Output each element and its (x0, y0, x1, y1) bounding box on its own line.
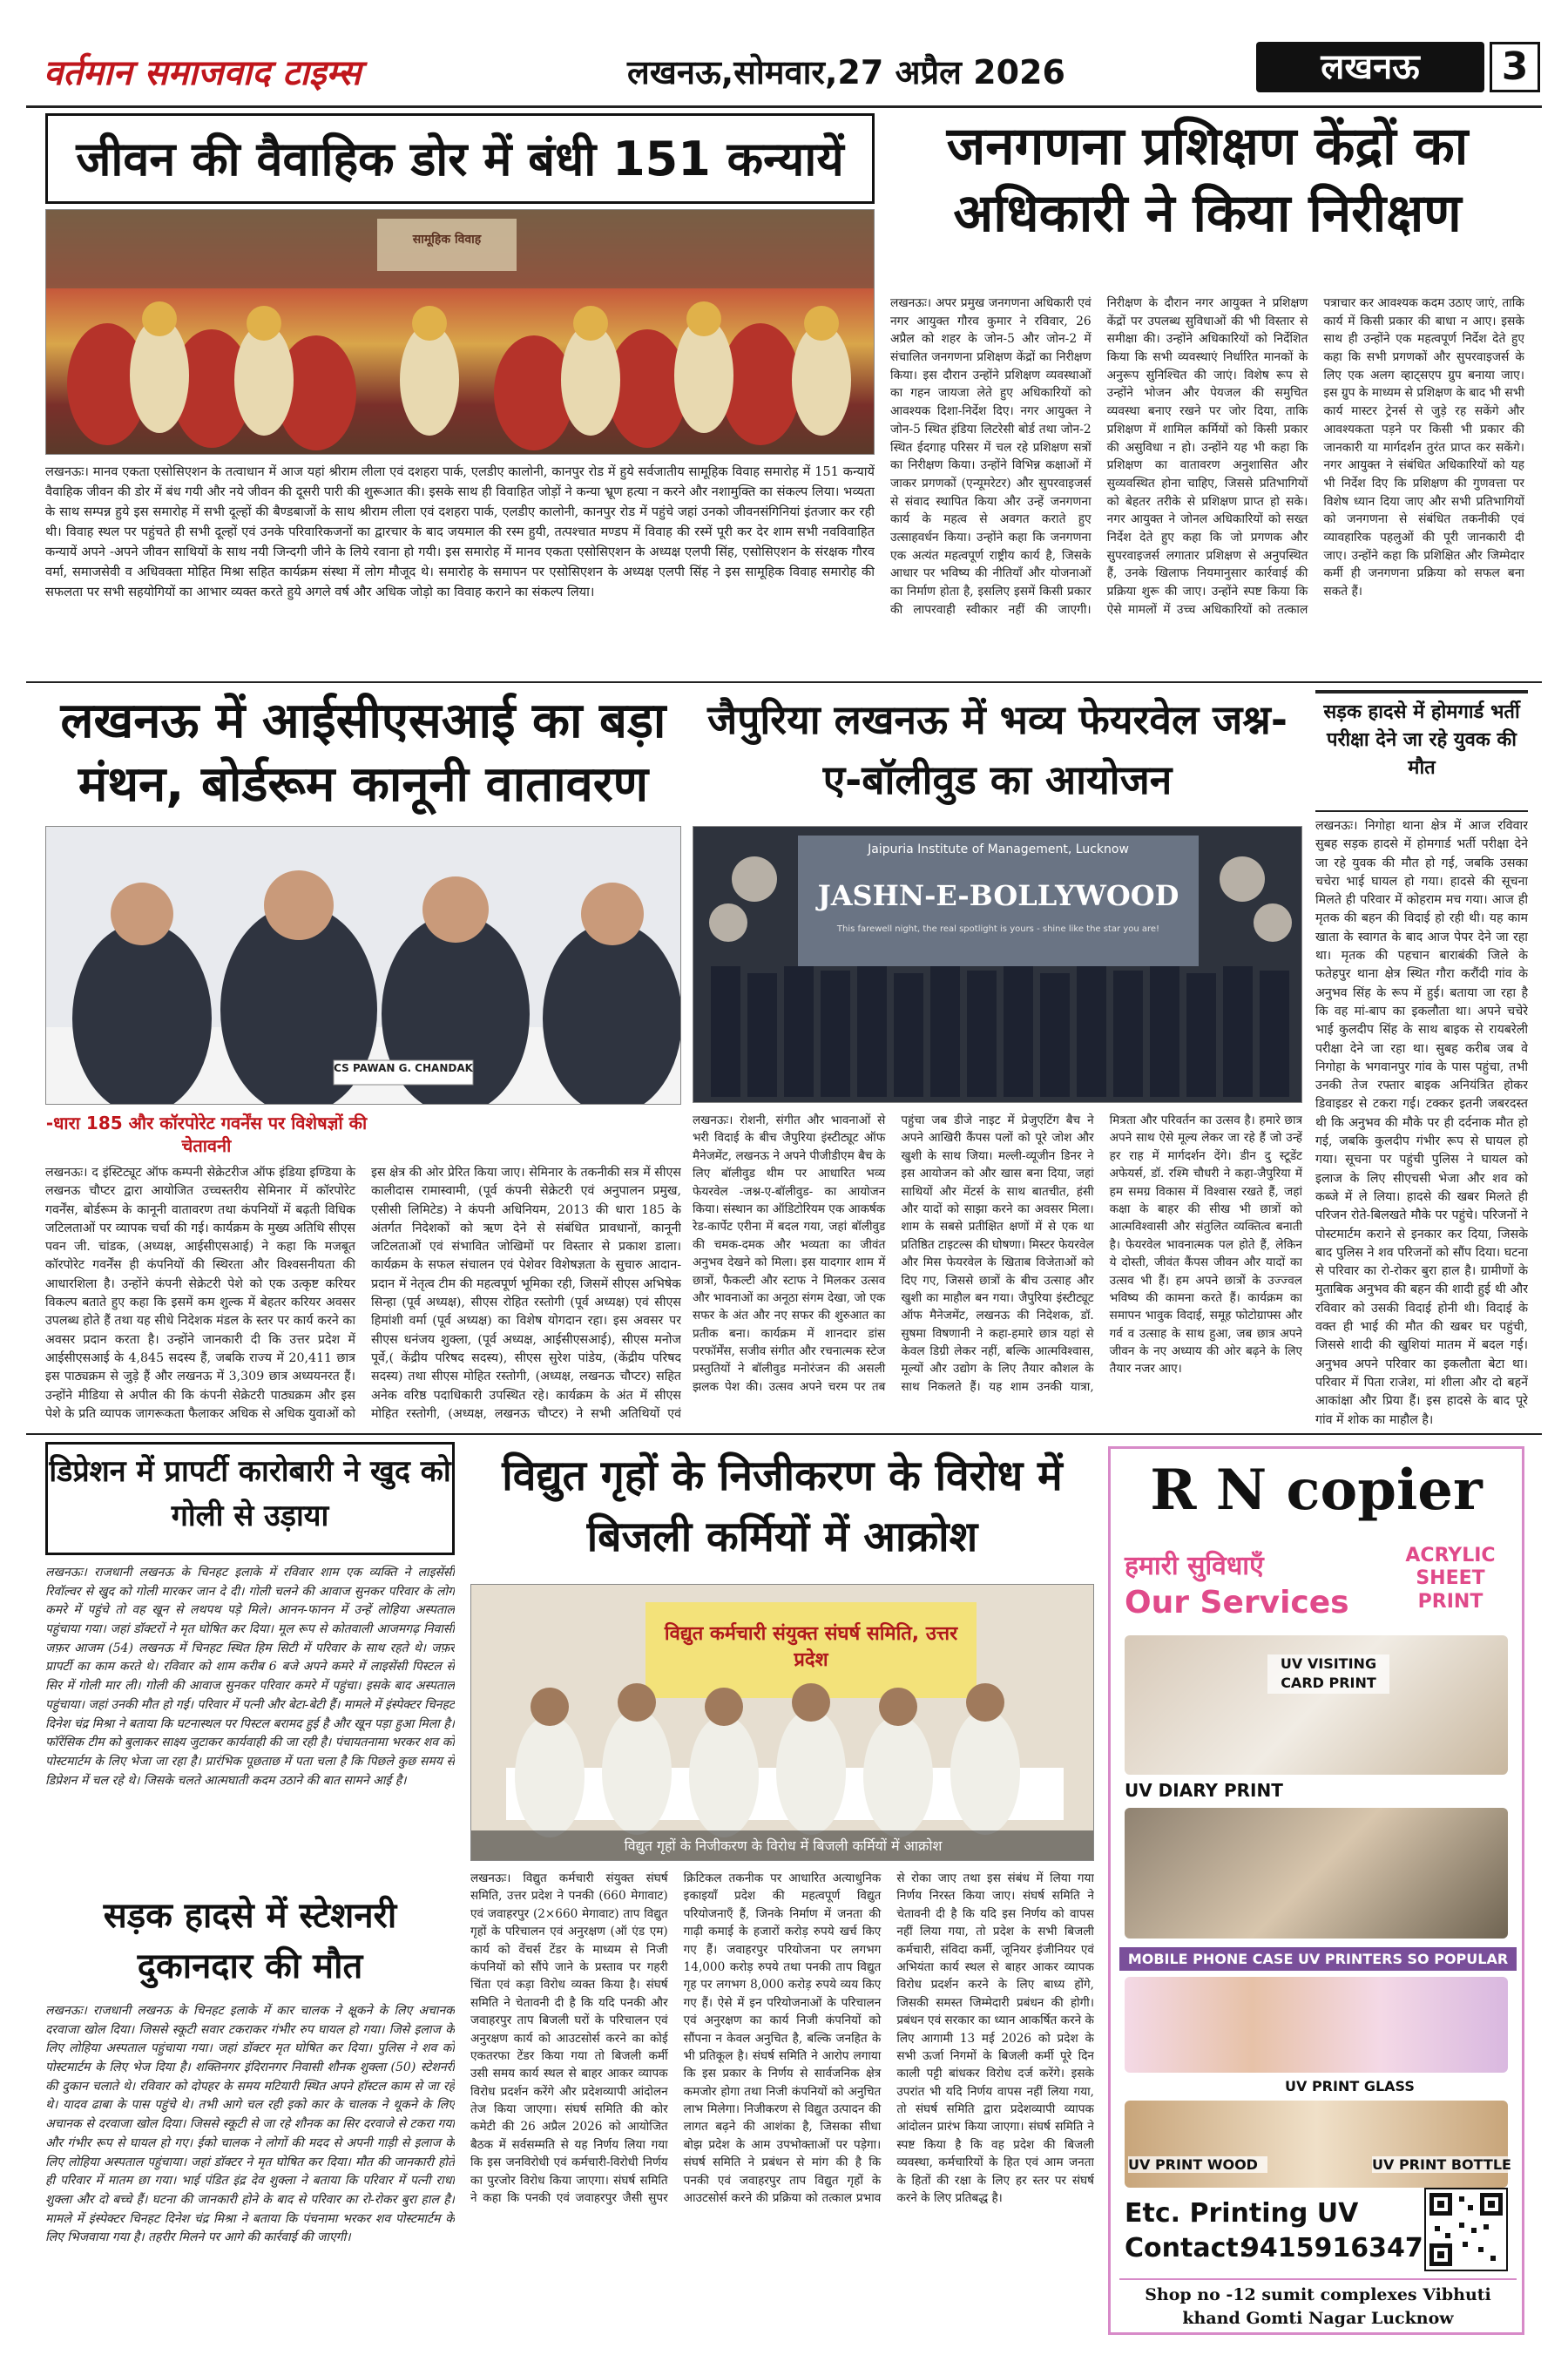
marriage-body: लखनऊः। मानव एकता एसोसिएशन के तत्वाधान में आज यहां श्रीराम लीला एवं दशहरा पार्क, एलडीए कालोनी, कानपुर रोड में हुये सर्वजातीय सामूहिक विवाह समारोह में 151 कन्यायें वैवाहिक जीवन की डोर में बंध गयी और नये जीवन की दूसरी पारी की शुरूआत की। इसके साथ ही विवाहित जोड़ों ने कन्या भ्रूण हत्या न करने और नशामुक्ति का संकल्प लिया। भव्यता के साथ सम्पन्न हुये इस समारोह में सभी दूल्हों की बैण्डबाजों के साथ श्रीराम लीला एवं दशहरा पार्क, एलडीए कालोनी, कानपुर रोड में पहुंचे जहां उनको जीवनसंगिनियां इंतजार कर रही थी। विवाह स्थल पर पहुंचते ही सभी दूल्हों एवं उनके परिवारिकजनों का द्वारचार के बाद जयमाल की रस्म हुयी, तत्पश्चात मण्डप में विवाह की रस्में पूरी कर देर शाम सभी नवविवाहित कन्यायें अपने -अपने जीवन साथियों के साथ नयी जिन्दगी जीने के लिये रवाना हो गयी। इस समारोह में मानव एकता एसोसिएशन के अध्यक्ष एलपी सिंह, एसोसिएशन के संरक्षक गौरव वर्मा, समाजसेवी व अधिवक्ता मोहित मिश्रा सहित कार्यक्रम संस्था में लोग मौजूद थे। समारोह के समापन पर एसोसिएशन के अध्यक्ष एलपी सिंह ने इस सामूहिक विवाह समारोह की सफलता पर सभी सहयोगियों का आभार व्यक्त करते हुये अगले वर्ष और अधिक जोड़ो का विवाह कराने का संकल्प लिया। (45, 464, 875, 600)
jaipuria-banner-institute: Jaipuria Institute of Management, Lucknow (868, 842, 1129, 856)
census-body: लखनऊः। अपर प्रमुख जनगणना अधिकारी एवं नगर आयुक्त गौरव कुमार ने रविवार, 26 अप्रैल को शहर के जोन-5 और जोन-2 में संचालित जनगणना प्रशिक्षण केंद्रों का निरीक्षण किया। इस दौरान उन्होंने प्रशिक्षण व्यवस्थाओं का गहन जायजा लेते हुए अधिकारियों को आवश्यक दिशा-निर्देश दिए। नगर आयुक्त ने जोन-5 स्थित इंडिया लिटरेसी बोर्ड तथा जोन-2 स्थित ईदगाह परिसर में चल रहे प्रशिक्षण सत्रों का निरीक्षण किया। उन्होंने विभिन्न कक्षाओं में जाकर प्रगणकों (एन्यूमरेटर) और सुपरवाइजर्स से संवाद स्थापित किया और उन्हें जनगणना कार्य के महत्व से अवगत कराते हुए उत्साहवर्धन किया। उन्होंने कहा कि जनगणना एक अत्यंत महत्वपूर्ण राष्ट्रीय कार्य है, जिसके आधार पर भविष्य की नीतियाँ और योजनाओं का निर्माण होता है, इसलिए इसमें किसी प्रकार की लापरवाही स्वीकार नहीं की जाएगी। निरीक्षण के दौरान नगर आयुक्त ने प्रशिक्षण केंद्रों पर उपलब्ध सुविधाओं की भी विस्तार से समीक्षा की। उन्होंने अधिकारियों को निर्देशित किया कि सभी व्यवस्थाएं निर्धारित मानकों के अनुरूप सुनिश्चित की जाएं। विशेष रूप से उन्होंने भोजन और पेयजल की समुचित व्यवस्था बनाए रखने पर जोर दिया, ताकि प्रशिक्षण में शामिल कर्मियों को किसी प्रकार की असुविधा न हो। उन्होंने यह भी कहा कि प्रशिक्षण का वातावरण अनुशासित और सुव्यवस्थित होना चाहिए, जिससे प्रतिभागियों को बेहतर तरीके से प्रशिक्षण प्राप्त हो सके। नगर आयुक्त ने जोनल अधिकारियों को सख्त निर्देश देते हुए कहा कि जो प्रगणक और सुपरवाइजर्स लगातार प्रशिक्षण से अनुपस्थित हैं, उनके खिलाफ नियमानुसार कार्रवाई की प्रक्रिया शुरू की जाए। उन्होंने स्पष्ट किया कि ऐसे मामलों में उच्च अधिकारियों को तत्काल पत्राचार कर आवश्यक कदम उठाए जाएं, ताकि कार्य में किसी प्रकार की बाधा न आए। इसके साथ ही उन्होंने एक महत्वपूर्ण निर्देश देते हुए कहा कि सभी प्रगणकों और सुपरवाइजर्स के लिए एक अलग व्हाट्सएप ग्रुप बनाया जाए। इस ग्रुप के माध्यम से प्रशिक्षण के बाद भी सभी कार्य मास्टर ट्रेनर्स से जुड़े रह सकेंगे और आवश्यकता पड़ने पर किसी भी प्रकार की जानकारी या मार्गदर्शन तुरंत प्राप्त कर सकेंगे। नगर आयुक्त ने संबंधित अधिकारियों को यह भी निर्देश दिए कि प्रशिक्षण की गुणवत्ता पर विशेष ध्यान दिया जाए और सभी प्रतिभागियों को जनगणना से संबंधित तकनीकी एवं व्यावहारिक पहलुओं की पूरी जानकारी दी जाए। उन्होंने कहा कि प्रशिक्षित और जिम्मेदार कर्मी ही जनगणना प्रक्रिया को सफल बना सकते हैं। (890, 296, 1524, 617)
ad-acrylic: ACRYLIC SHEET PRINT (1405, 1545, 1496, 1613)
jaipuria-banner-sub: This farewell night, the real spotlight is yours - shine like the star you are! (836, 924, 1160, 934)
stationery-headline: सड़क हादसे में स्टेशनरी दुकानदार की मौत (103, 1896, 397, 1986)
marriage-banner: सामूहिक विवाह (412, 233, 482, 247)
ad-services-en: Our Services (1125, 1585, 1349, 1621)
ad-products-3 (1125, 1977, 1508, 2073)
icsi-headline-box (45, 690, 681, 821)
divider (26, 681, 1542, 683)
ad-uv-glass: UV PRINT GLASS (1285, 2078, 1415, 2094)
jaipuria-photo-illustration (693, 827, 1302, 1103)
marriage-headline-box (45, 113, 875, 204)
power-headline-box (470, 1446, 1094, 1577)
ad-brand: R N copier (1150, 1458, 1483, 1523)
power-body: लखनऊः। विद्युत कर्मचारी संयुक्त संघर्ष समिति, उत्तर प्रदेश ने पनकी (660 मेगावाट) एवं जवाहरपुर (2×660 मेगावाट) ताप विद्युत गृहों के परिचालन एवं अनुरक्षण (ऑ एंड एम) कार्य को वेंचर्स टेंडर के माध्यम से निजी कंपनियों को सौंपे जाने के प्रस्ताव पर गहरी चिंता एवं कड़ा विरोध व्यक्त किया है। संघर्ष समिति ने चेतावनी दी है कि यदि पनकी और जवाहरपुर ताप बिजली घरों के परिचालन एवं अनुरक्षण कार्य को आउटसोर्स करने का कोई एकतरफा टेंडर किया गया तो बिजली कर्मी उसी समय कार्य स्थल से बाहर आकर व्यापक विरोध प्रदर्शन करेंगे और प्रदेशव्यापी आंदोलन तेज किया जाएगा। संघर्ष समिति की कोर कमेटी की 26 अप्रैल 2026 को आयोजित बैठक में सर्वसम्मति से यह निर्णय लिया गया कि इस जनविरोधी एवं कर्मचारी-विरोधी निर्णय का पुरजोर विरोध किया जाएगा। संघर्ष समिति ने कहा कि पनकी एवं जवाहरपुर जैसी सुपर क्रिटिकल तकनीक पर आधारित अत्याधुनिक इकाइयाँ प्रदेश की महत्वपूर्ण विद्युत परियोजनाएँ हैं, जिनके निर्माण में जनता की गाढ़ी कमाई के हजारों करोड़ रुपये खर्च किए गए हैं। जवाहरपुर परियोजना पर लगभग 14,000 करोड़ रुपये तथा पनकी ताप विद्युत गृह पर लगभग 8,000 करोड़ रुपये व्यय किए गए हैं। ऐसे में इन परियोजनाओं के परिचालन एवं अनुरक्षण का कार्य निजी कंपनियों को सौंपना न केवल अनुचित है, बल्कि जनहित के भी प्रतिकूल है। संघर्ष समिति ने आरोप लगाया कि इस प्रकार के निर्णय से सार्वजनिक क्षेत्र कमजोर होगा तथा निजी कंपनियों को अनुचित लाभ मिलेगा। निजीकरण से विद्युत उत्पादन की लागत बढ़ने की आशंका है, जिसका सीधा बोझ प्रदेश के आम उपभोक्ताओं पर पड़ेगा। संघर्ष समिति ने प्रबंधन से मांग की है कि पनकी एवं जवाहरपुर ताप विद्युत गृहों के आउटसोर्स करने की प्रक्रिया को तत्काल प्रभाव से रोका जाए तथा इस संबंध में लिया गया निर्णय निरस्त किया जाए। संघर्ष समिति ने चेतावनी दी है कि यदि इस निर्णय को वापस नहीं लिया गया, तो प्रदेश के सभी बिजली कर्मचारी, संविदा कर्मी, जूनियर इंजीनियर एवं अभियंता कार्य स्थल से बाहर आकर व्यापक विरोध प्रदर्शन करने के लिए बाध्य होंगे, जिसकी समस्त जिम्मेदारी प्रबंधन की होगी। प्रबंधन एवं सरकार का ध्यान आकर्षित करने के लिए आगामी 13 मई 2026 को प्रदेश के सभी ऊर्जा निगमों के बिजली कर्मी पूरे दिन काली पट्टी बांधकर विरोध दर्ज करेंगे। इसके उपरांत भी यदि निर्णय वापस नहीं लिया गया, तो संघर्ष समिति द्वारा प्रदेशव्यापी व्यापक आंदोलन प्रारंभ किया जाएगा। संघर्ष समिति ने स्पष्ट किया है कि वह प्रदेश की बिजली व्यवस्था, कर्मचारियों के हित एवं आम जनता के हितों की रक्षा के लिए हर स्तर पर संघर्ष करने के लिए प्रतिबद्ध है। (470, 1871, 1094, 2206)
masthead (26, 35, 1542, 108)
marriage-photo (45, 209, 875, 455)
jaipuria-body: लखनऊः। रोशनी, संगीत और भावनाओं से भरी विदाई के बीच जैपुरिया इंस्टीट्यूट ऑफ मैनेजमेंट, लखनऊ ने अपने पीजीडीएम बैच के लिए बॉलीवुड थीम पर आधारित भव्य फेयरवेल -जश्न-ए-बॉलीवुड- का आयोजन किया। संस्थान का ऑडिटोरियम एक आकर्षक रेड-कार्पेट एरीना में बदल गया, जहां बॉलीवुड की चमक-दमक और भव्यता का जीवंत अनुभव देखने को मिला। इस यादगार शाम में छात्रों, फैकल्टी और स्टाफ ने मिलकर उत्सव और भावनाओं का अनूठा संगम देखा, जो एक सफर के अंत और नए सफर की शुरुआत का प्रतीक बना। कार्यक्रम में शानदार डांस परफॉर्मेंस, सजीव संगीत और रचनात्मक स्टेज प्रस्तुतियों ने बॉलीवुड मनोरंजन की असली झलक पेश की। उत्सव अपने चरम पर तब पहुंचा जब डीजे नाइट में प्रेजुएटिंग बैच ने अपने आखिरी कैंपस पलों को पूरे जोश और खुशी के साथ जिया। मल्ली-व्यूजीन डिनर ने इस आयोजन को और खास बना दिया, जहां साथियों और मेंटर्स के साथ बातचीत, हंसी और यादों को साझा करने का अवसर मिला। शाम के सबसे प्रतीक्षित क्षणों में से एक था प्रतिष्ठित टाइटल्स की घोषणा। मिस्टर फेयरवेल और मिस फेयरवेल के खिताब विजेताओं को दिए गए, जिससे छात्रों के बीच उत्साह और खुशी का माहौल बन गया। जैपुरिया इंस्टीट्यूट ऑफ मैनेजमेंट, लखनऊ की निदेशक, डॉ. सुषमा विषणानी ने कहा-हमारे छात्र यहां से केवल डिग्री लेकर नहीं, बल्कि आत्मविश्वास, मूल्यों और उद्योग के लिए तैयार कौशल के साथ निकलते हैं। यह शाम उनकी यात्रा, मित्रता और परिवर्तन का उत्सव है। हमारे छात्र अपने साथ ऐसे मूल्य लेकर जा रहे हैं जो उन्हें हर राह में मार्गदर्शन देंगे। डीन दु स्टूडेंट अफेयर्स, डॉ. रश्मि चौधरी ने कहा-जैपुरिया में हम समग्र विकास में विश्वास रखते हैं, जहां कक्षा के बाहर की सीख भी छात्रों को आत्मविश्वासी और संतुलित व्यक्तित्व बनाती है। फेयरवेल भावनात्मक पल होते हैं, लेकिन ये दोस्ती, जीवंत कैंपस जीवन और यादों का उत्सव भी हैं। हम अपने छात्रों के उज्ज्वल भविष्य की कामना करते हैं। कार्यक्रम का समापन भावुक विदाई, समूह फोटोग्राफ्स और गर्व व उत्साह के साथ हुआ, जब छात्र अपने जीवन के नए अध्याय की ओर बढ़ने के लिए तैयार नजर आए। (693, 1113, 1302, 1394)
power-photo (470, 1584, 1094, 1861)
icsi-photo (45, 826, 681, 1105)
ad-address: Shop no -12 sumit complexes Vibhuti khand Gomti Nagar Lucknow (1119, 2278, 1517, 2331)
icsi-body: लखनऊः। द इंस्टिट्यूट ऑफ कम्पनी सेक्रेटरीज ऑफ इंडिया इण्डिया के लखनऊ चौप्टर द्वारा आयोजित उच्चस्तरीय सेमिनार में कॉरपोरेट गवर्नेंस, बोर्डरूम के कानूनी वातावरण तथा कंपनियों में बढ़ती विधिक जटिलताओं पर व्यापक चर्चा की गई। कार्यक्रम के मुख्य अतिथि सीएस पवन जी. चांडक, (अध्यक्ष, आईसीएसआई) ने कहा कि मजबूत कॉरपोरेट गवर्नेंस ही कंपनियों की स्थिरता और विश्वसनीयता की आधारशिला है। उन्होंने कंपनी सेक्रेटरी पेशे को एक उत्कृष्ट करियर विकल्प बताते हुए कहा कि इसमें कम शुल्क में बेहतर करियर अवसर उपलब्ध होते हैं तथा यह सीधे निदेशक मंडल के स्तर पर कार्य करने का अवसर प्रदान करता है। उन्होंने जानकारी दी कि उत्तर प्रदेश में आईसीएसआई के 4,845 सदस्य हैं, जबकि राज्य में 20,411 छात्र इस पाठ्यक्रम से जुड़े हैं और लखनऊ में 3,309 छात्र अध्ययनरत हैं। उन्होंने मीडिया से अपील की कि कंपनी सेक्रेटरी पाठ्यक्रम और इस पेशे के प्रति व्यापक जागरूकता फैलाकर अधिक से अधिक युवाओं को इस क्षेत्र की ओर प्रेरित किया जाए। सेमिनार के तकनीकी सत्र में सीएस कालीदास रामास्वामी, (पूर्व कंपनी सेक्रेटरी एवं अनुपालन प्रमुख, एसीसी लिमिटेड) ने कंपनी अधिनियम, 2013 की धारा 185 के अंतर्गत निदेशकों को ऋण देने से संबंधित प्रावधानों, कानूनी जटिलताओं एवं संभावित जोखिमों पर विस्तार से प्रकाश डाला। कार्यक्रम के सफल संचालन एवं पेशेवर विशेषज्ञता के सुचारु आदान-प्रदान में नेतृत्व टीम की महत्वपूर्ण भूमिका रही, जिसमें सीएस अभिषेक सिन्हा (पूर्व अध्यक्ष), सीएस रोहित रस्तोगी (पूर्व अध्यक्ष) एवं सीएस हिमांशी वर्मा (पूर्व अध्यक्ष) का विशेष योगदान रहा। इस अवसर पर सीएस धनंजय शुक्ला, (पूर्व अध्यक्ष, आईसीएसआई), सीएस मनोज पूर्वे,( केंद्रीय परिषद सदस्य), सीएस सुरेश पांडेय, (केंद्रीय परिषद सदस्य) तथा सीएस मोहित रस्तोगी, (अध्यक्ष, लखनऊ चौप्टर) सहित अनेक वरिष्ठ पदाधिकारी उपस्थित रहे। कार्यक्रम के अंत में सीएस मोहित रस्तोगी, (अध्यक्ष, लखनऊ चौप्टर) ने सभी अतिथियों एवं (45, 1166, 681, 1421)
ad-products-2 (1125, 1808, 1508, 1939)
icsi-caption: -धारा 185 और कॉरपोरेट गवर्नेंस पर विशेषज्ञों की चेतावनी (45, 1113, 368, 1156)
ad-uv-bottle: UV PRINT BOTTLE (1372, 2156, 1511, 2173)
jaipuria-banner-title: JASHN-E-BOLLYWOOD (817, 879, 1179, 912)
icsi-headline: लखनऊ में आईसीएसआई का बड़ा मंथन, बोर्डरूम कानूनी वातावरण (60, 693, 666, 813)
ad-services-hindi: हमारी सुविधाएँ (1125, 1551, 1264, 1581)
homeguard-body: लखनऊः। निगोहा थाना क्षेत्र में आज रविवार सुबह सड़क हादसे में होमगार्ड भर्ती परीक्षा देने जा रहे युवक की मौत हो गई, जबकि उसका चचेरा भाई घायल हो गया। हादसे की सूचना मिलते ही परिवार में कोहराम मच गया। आज ही मृतक की बहन की विदाई हो रही थी। यह काम खाता के स्वागत के बाद आज पेपर देने जा रहा था। मृतक की पहचान बाराबंकी जिले के फतेहपुर थाना क्षेत्र स्थित गौरा करौंदी गांव के अनुभव सिंह के रूप में हुई। बताया जा रहा है कि वह मां-बाप का इकलौता था। अपने चचेरे भाई कुलदीप सिंह के साथ बाइक से रायबरेली परीक्षा देने जा रहा था। सुबह करीब जब वे निगोहा के भगवानपुर गांव के पास पहुंचा, तभी उनकी तेज रफ्तार बाइक अनियंत्रित होकर डिवाइडर से टकरा गई। टक्कर इतनी जबरदस्त थी कि अनुभव की मौके पर ही दर्दनाक मौत हो गई, जबकि कुलदीप गंभीर रूप से घायल हो गया। सूचना पर पहुंची पुलिस ने घायल को इलाज के लिए सीएचसी भेजा और शव को कब्जे में ले लिया। हादसे की खबर मिलते ही परिजन रोते-बिलखते मौके पर पहुंचे। परिजनों ने पोस्टमार्टम कराने से इनकार कर दिया, जिसके बाद पुलिस ने शव परिजनों को सौंप दिया। घटना से परिवार का रो-रोकर बुरा हाल है। ग्रामीणों के मुताबिक अनुभव की बहन की शादी हुई थी और रविवार को उसकी विदाई होनी थी। विदाई के वक्त ही भाई की मौत की खबर घर पहुंची, जिससे शादी की खुशियां मातम में बदल गई। अनुभव अपने परिवार का इकलौता बेटा था। परिवार में पिता राजेश, मां शीला और दो बहनें आकांक्षा और प्रिया हैं। इस हादसे के बाद पूरे गांव में शोक का माहौल है। (1315, 819, 1528, 1427)
power-photo-banner: विद्युत कर्मचारी संयुक्त संघर्ष समिति, उत्तर प्रदेश (664, 1623, 958, 1671)
jaipuria-headline-box (693, 690, 1302, 821)
census-headline: जनगणना प्रशिक्षण केंद्रों का अधिकारी ने किया निरीक्षण (946, 116, 1469, 244)
jaipuria-photo (693, 826, 1302, 1103)
stationery-body: लखनऊः। राजधानी लखनऊ के चिनहट इलाके में कार चालक ने क्षूकने के लिए अचानक दरवाजा खोल दिया। जिससे स्कूटी सवार टकराकर गंभीर रुप घायल हो गया। जिसे इलाज के लिए लोहिया अस्पताल पहुंचाया गया। जहां डॉक्टर मृत घोषित कर दिया। पुलिस ने शव को पोस्टमार्टम के लिए भेज दिया है। शक्तिनगर इंदिरानगर निवासी शौनक शुक्ला (50) स्टेशनरी की दुकान चलाते थे। रविवार को दोपहर के समय मटियारी स्थित अपने हॉस्टल काम से जा रहे थे। यादव ढाबा के पास पहुंचे थे। तभी आगे चल रही इको कार के चालक ने थूकने के लिए अचानक से दरवाजा खोल दिया। जिससे स्कूटी से जा रहे शौनक का सिर दरवाजे से टकरा गया और गंभीर रूप से घायल हो गए। ईको चालक ने लोगों की मदद से अपनी गाड़ी से इलाज के लिए लोहिया अस्पताल पहुंचाया। जहां डॉक्टर ने मृत घोषित कर दिया। मौत की जानकारी होते ही परिवार में मातम छा गया। भाई पंडित इंद्र देव शुक्ला ने बताया कि परिवार में पत्नी राधा शुक्ला और दो बच्चे हैं। घटना की जानकारी होने के बाद से परिवार का रो-रोकर बुरा हाल है। मामले में इंस्पेक्टर चिनहट दिनेश चंद्र मिश्रा ने बताया कि पंचनामा भरकर शव पोस्टमार्टम के लिए भिजवाया गया है। तहरीर मिलने पर आगे की कार्रवाई की जाएगी। (45, 2004, 455, 2245)
marriage-headline: जीवन की वैवाहिक डोर में बंधी 151 कन्यायें (76, 132, 844, 186)
icsi-nameplate: CS PAWAN G. CHANDAK (334, 1062, 473, 1074)
ad-phone: 9415916347 (1241, 2233, 1423, 2263)
city-label: लखनऊ (1256, 42, 1484, 92)
depression-headline: डिप्रेशन में प्रापर्टी कारोबारी ने खुद को गोली से उड़ाया (49, 1454, 451, 1533)
ad-uv-visiting: UV VISITING CARD PRINT (1267, 1654, 1389, 1694)
power-photo-caption: विद्युत गृहों के निजीकरण के विरोध में बिजली कर्मियों में आक्रोश (624, 1837, 943, 1854)
divider (26, 1433, 1542, 1435)
power-headline: विद्युत गृहों के निजीकरण के विरोध में बिजली कर्मियों में आक्रोश (502, 1451, 1063, 1561)
homeguard-headline: सड़क हादसे में होमगार्ड भर्ती परीक्षा देने जा रहे युवक की मौत (1323, 701, 1520, 779)
page-number: 3 (1490, 42, 1540, 92)
ad-etc: Etc. Printing UV (1125, 2198, 1359, 2229)
stationery-headline-box (45, 1891, 455, 1995)
ad-products-4 (1125, 2101, 1508, 2188)
newspaper-brand: वर्तमान समाजवाद टाइम्स (44, 52, 362, 93)
depression-headline-box (45, 1442, 455, 1555)
ad-mobile-case: MOBILE PHONE CASE UV PRINTERS SO POPULAR (1119, 1947, 1517, 1971)
ad-uv-wood: UV PRINT WOOD (1128, 2156, 1267, 2173)
depression-body: लखनऊः। राजधानी लखनऊ के चिनहट इलाके में रविवार शाम एक व्यक्ति ने लाइसेंसी रिवॉल्वर से खुद को गोली मारकर जान दे दी। गोली चलने की आवाज सुनकर परिवार के लोग कमरे में पहुंचे तो वह खून से लथपथ पड़े मिले। आनन-फानन में उन्हें लोहिया अस्पताल पहुंचाया गया। जहां डॉक्टरों ने मृत घोषित कर दिया। मूल रूप से कोतवाली आजमगढ़ निवासी जफ़र आजम (54) लखनऊ में चिनहट स्थित हिम सिटी में परिवार के साथ रहते थे। जफ़र प्रापर्टी का काम करते थे। रविवार को शाम करीब 6 बजे अपने कमरे में लाइसेंसी पिस्टल से सिर में गोली मार ली। गोली की आवाज सुनकर परिवार कमरे में पहुंचा। इसके बाद अस्पताल पहुंचाया। जहां उनकी मौत हो गई। परिवार में पत्नी और बेटा-बेटी हैं। मामले में इंस्पेक्टर चिनहट दिनेश चंद्र मिश्रा ने बताया कि घटनास्थल पर पिस्टल बरामद हुई है और खून पड़ा हुआ मिला है। फॉरेंसिक टीम को बुलाकर साक्ष्य जुटाकर कार्यवाही की जा रही है। पंचायतनामा भरकर शव को पोस्टमार्टम के लिए भेजा जा रहा है। प्रारंभिक पूछताछ में पता चला है कि पिछले कुछ समय से डिप्रेशन में चल रहे थे। जिसके चलते आत्मघाती कदम उठाने की बात सामने आई है। (45, 1566, 455, 1788)
rn-copier-ad (1108, 1446, 1524, 2335)
issue-date: लखनऊ,सोमवार,27 अप्रैल 2026 (627, 53, 1065, 91)
qr-code-icon (1424, 2188, 1508, 2271)
qr-code-pattern (1426, 2189, 1506, 2270)
ad-contact-label: Contact: (1125, 2233, 1249, 2263)
homeguard-headline-box (1315, 690, 1528, 812)
ad-uv-diary: UV DIARY PRINT (1125, 1780, 1283, 1801)
census-headline-box (890, 113, 1524, 288)
jaipuria-headline: जैपुरिया लखनऊ में भव्य फेयरवेल जश्न-ए-बॉलीवुड का आयोजन (707, 696, 1288, 803)
